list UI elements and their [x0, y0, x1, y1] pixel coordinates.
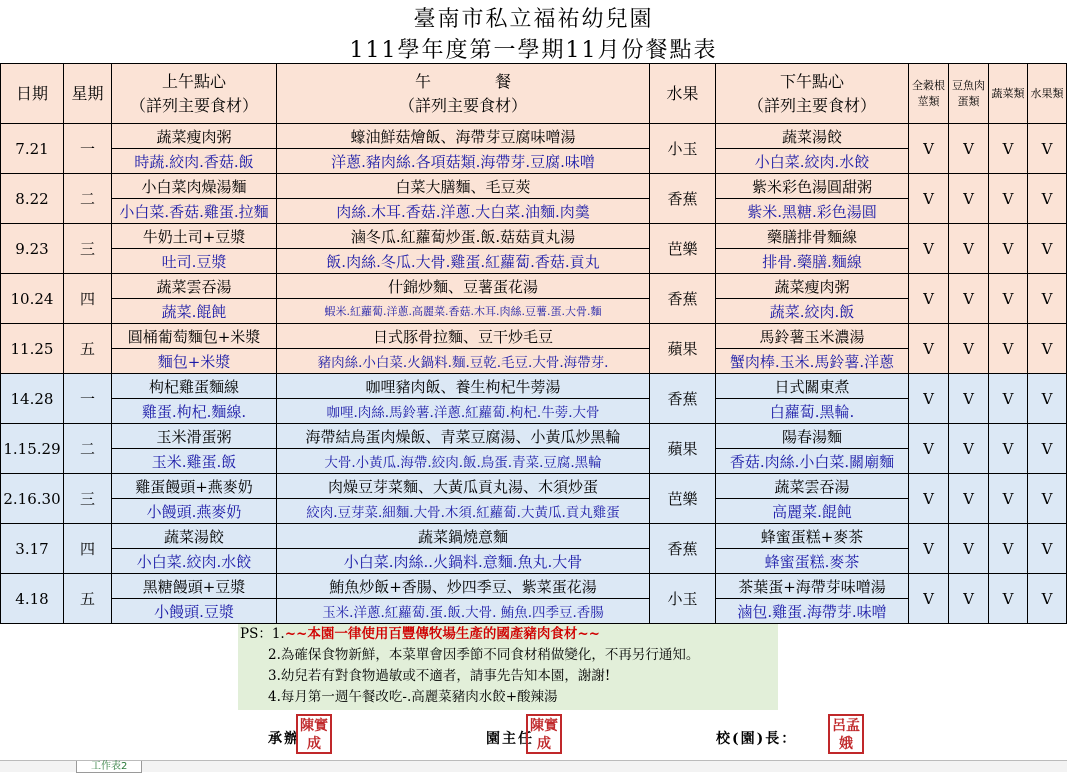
signature-director-label: 園主任: [486, 731, 534, 747]
am-snack-cell: 蔬菜瘦肉粥: [112, 124, 277, 149]
lunch-ingredients: 蝦米.紅蘿蔔.洋蔥.高麗菜.香菇.木耳.肉絲.豆薯.蛋.大骨.麵: [277, 299, 650, 324]
lunch-cell: 蔬菜鍋燒意麵: [277, 524, 650, 549]
notes-box: [238, 624, 778, 710]
pm-snack-cell: 蔬菜雲吞湯: [716, 474, 909, 499]
pm-snack-ingredients: 蔬菜.絞肉.飯: [716, 299, 909, 324]
fruit-cell: 蘋果: [650, 424, 716, 474]
pm-snack-ingredients: 白蘿蔔.黑輪.: [716, 399, 909, 424]
pm-snack-cell: 馬鈴薯玉米濃湯: [716, 324, 909, 349]
signature-handler-label: 承辦: [268, 731, 300, 747]
header-weekday: 星期: [64, 64, 112, 124]
am-snack-ingredients: 小白菜.香菇.雞蛋.拉麵: [112, 199, 277, 224]
am-snack-cell: 玉米滑蛋粥: [112, 424, 277, 449]
am-snack-cell: 黑糖饅頭+豆漿: [112, 574, 277, 599]
fruit-check: V: [1028, 274, 1067, 324]
grains-check: V: [909, 474, 949, 524]
veg-check: V: [989, 124, 1028, 174]
am-snack-cell: 小白菜肉燥湯麵: [112, 174, 277, 199]
date-cell: 7.21: [1, 124, 64, 174]
veg-check: V: [989, 224, 1028, 274]
header-am-snack: 上午點心 （詳列主要食材）: [112, 64, 277, 124]
am-snack-ingredients: 雞蛋.枸杞.麵線.: [112, 399, 277, 424]
lunch-cell: 肉燥豆芽菜麵、大黃瓜貢丸湯、木須炒蛋: [277, 474, 650, 499]
fruit-check: V: [1028, 424, 1067, 474]
menu-row-main: [1, 274, 1067, 299]
menu-row-main: [1, 324, 1067, 349]
header-pm-snack: 下午點心 （詳列主要食材）: [716, 64, 909, 124]
protein-check: V: [949, 374, 989, 424]
stamp-director: 陳實成: [526, 714, 562, 754]
fruit-cell: 香蕉: [650, 374, 716, 424]
menu-row-main: [1, 574, 1067, 599]
am-snack-cell: 枸杞雞蛋麵線: [112, 374, 277, 399]
lunch-cell: 什錦炒麵、豆薯蛋花湯: [277, 274, 650, 299]
pm-snack-ingredients: 滷包.雞蛋.海帶芽.味噌: [716, 599, 909, 624]
veg-check: V: [989, 574, 1028, 624]
lunch-ingredients: 肉絲.木耳.香菇.洋蔥.大白菜.油麵.肉羹: [277, 199, 650, 224]
veg-check: V: [989, 174, 1028, 224]
fruit-cell: 香蕉: [650, 524, 716, 574]
lunch-ingredients: 大骨.小黃瓜.海帶.絞肉.飯.鳥蛋.青菜.豆腐.黑輪: [277, 449, 650, 474]
pm-snack-ingredients: 香菇.肉絲.小白菜.關廟麵: [716, 449, 909, 474]
am-snack-ingredients: 小白菜.絞肉.水餃: [112, 549, 277, 574]
veg-check: V: [989, 274, 1028, 324]
pm-snack-cell: 茶葉蛋+海帶芽味噌湯: [716, 574, 909, 599]
pm-snack-cell: 蔬菜湯餃: [716, 124, 909, 149]
lunch-cell: 白菜大膳麵、毛豆莢: [277, 174, 650, 199]
menu-row-ingredients: [1, 549, 1067, 574]
protein-check: V: [949, 424, 989, 474]
date-cell: 2.16.30: [1, 474, 64, 524]
weekday-cell: 二: [64, 174, 112, 224]
weekday-cell: 三: [64, 474, 112, 524]
grains-check: V: [909, 124, 949, 174]
am-snack-cell: 蔬菜湯餃: [112, 524, 277, 549]
header-fruit-category: 水果類: [1028, 64, 1067, 124]
protein-check: V: [949, 274, 989, 324]
pm-snack-cell: 陽春湯麵: [716, 424, 909, 449]
note-allergy: 3.幼兒若有對食物過敏或不適者，請事先告知本園，謝謝!: [268, 668, 611, 684]
stamp-principal: 呂孟娥: [828, 714, 864, 754]
date-cell: 8.22: [1, 174, 64, 224]
grains-check: V: [909, 224, 949, 274]
am-snack-cell: 圓桶葡萄麵包+米漿: [112, 324, 277, 349]
lunch-ingredients: 玉米.洋蔥.紅蘿蔔.蛋.飯.大骨. 鮪魚.四季豆.香腸: [277, 599, 650, 624]
protein-check: V: [949, 474, 989, 524]
protein-check: V: [949, 124, 989, 174]
weekday-cell: 一: [64, 124, 112, 174]
pm-snack-cell: 紫米彩色湯圓甜粥: [716, 174, 909, 199]
lunch-ingredients: 豬肉絲.小白菜.火鍋料.麵.豆乾.毛豆.大骨.海帶芽.: [277, 349, 650, 374]
menu-row-main: [1, 374, 1067, 399]
fruit-check: V: [1028, 574, 1067, 624]
am-snack-cell: 蔬菜雲吞湯: [112, 274, 277, 299]
lunch-ingredients: 絞肉.豆芽菜.細麵.大骨.木須.紅蘿蔔.大黃瓜.貢丸雞蛋: [277, 499, 650, 524]
sheet-tab[interactable]: 工作表2: [76, 761, 142, 773]
am-snack-cell: 雞蛋饅頭+燕麥奶: [112, 474, 277, 499]
header-fruit: 水果: [650, 64, 716, 124]
veg-check: V: [989, 524, 1028, 574]
menu-row-main: [1, 174, 1067, 199]
menu-row-main: [1, 124, 1067, 149]
header-date: 日期: [1, 64, 64, 124]
weekday-cell: 四: [64, 274, 112, 324]
header-grains: 全穀根莖類: [909, 64, 949, 124]
fruit-cell: 蘋果: [650, 324, 716, 374]
date-cell: 10.24: [1, 274, 64, 324]
menu-title: 111學年度第一學期11月份餐點表: [349, 38, 718, 63]
am-snack-ingredients: 麵包+米漿: [112, 349, 277, 374]
grains-check: V: [909, 574, 949, 624]
menu-table: [0, 63, 1067, 624]
protein-check: V: [949, 174, 989, 224]
protein-check: V: [949, 524, 989, 574]
menu-row-ingredients: [1, 499, 1067, 524]
fruit-check: V: [1028, 324, 1067, 374]
weekday-cell: 五: [64, 324, 112, 374]
grains-check: V: [909, 424, 949, 474]
protein-check: V: [949, 574, 989, 624]
menu-row-main: [1, 474, 1067, 499]
weekday-cell: 四: [64, 524, 112, 574]
date-cell: 4.18: [1, 574, 64, 624]
menu-row-ingredients: [1, 399, 1067, 424]
grains-check: V: [909, 324, 949, 374]
menu-row-ingredients: [1, 349, 1067, 374]
grains-check: V: [909, 174, 949, 224]
weekday-cell: 二: [64, 424, 112, 474]
fruit-cell: 香蕉: [650, 274, 716, 324]
fruit-check: V: [1028, 224, 1067, 274]
lunch-ingredients: 小白菜.肉絲..火鍋料.意麵.魚丸.大骨: [277, 549, 650, 574]
fruit-check: V: [1028, 174, 1067, 224]
menu-row-ingredients: [1, 249, 1067, 274]
pm-snack-cell: 藥膳排骨麵線: [716, 224, 909, 249]
protein-check: V: [949, 224, 989, 274]
fruit-check: V: [1028, 524, 1067, 574]
lunch-cell: 日式豚骨拉麵、豆干炒毛豆: [277, 324, 650, 349]
fruit-cell: 小玉: [650, 124, 716, 174]
menu-row-main: [1, 524, 1067, 549]
notes-prefix: PS：1.: [240, 626, 285, 642]
am-snack-ingredients: 時蔬.絞肉.香菇.飯: [112, 149, 277, 174]
protein-check: V: [949, 324, 989, 374]
menu-row-ingredients: [1, 599, 1067, 624]
signature-principal-label: 校(園)長：: [716, 731, 798, 747]
note-pork: ~~本園一律使用百豐傳牧場生產的國產豬肉食材~~: [284, 626, 600, 642]
note-first-week: 4.每月第一週午餐改吃-.高麗菜豬肉水餃+酸辣湯: [268, 689, 558, 705]
grains-check: V: [909, 524, 949, 574]
menu-row-main: [1, 424, 1067, 449]
pm-snack-ingredients: 小白菜.絞肉.水餃: [716, 149, 909, 174]
menu-row-ingredients: [1, 299, 1067, 324]
am-snack-cell: 牛奶土司+豆漿: [112, 224, 277, 249]
fruit-cell: 芭樂: [650, 474, 716, 524]
lunch-cell: 滷冬瓜.紅蘿蔔炒蛋.飯.菇菇貢丸湯: [277, 224, 650, 249]
lunch-cell: 鮪魚炒飯+香腸、炒四季豆、紫菜蛋花湯: [277, 574, 650, 599]
menu-row-ingredients: [1, 449, 1067, 474]
fruit-cell: 香蕉: [650, 174, 716, 224]
date-cell: 1.15.29: [1, 424, 64, 474]
lunch-cell: 海帶結鳥蛋肉燥飯、青菜豆腐湯、小黃瓜炒黑輪: [277, 424, 650, 449]
lunch-ingredients: 洋蔥.豬肉絲.各項菇類.海帶芽.豆腐.味噌: [277, 149, 650, 174]
pm-snack-cell: 蜂蜜蛋糕+麥茶: [716, 524, 909, 549]
pm-snack-cell: 蔬菜瘦肉粥: [716, 274, 909, 299]
am-snack-ingredients: 玉米.雞蛋.飯: [112, 449, 277, 474]
menu-row-ingredients: [1, 199, 1067, 224]
lunch-cell: 咖哩豬肉飯、養生枸杞牛蒡湯: [277, 374, 650, 399]
fruit-cell: 小玉: [650, 574, 716, 624]
stamp-handler: 陳實成: [296, 714, 332, 754]
sheet-tab-bar: [0, 760, 1067, 772]
pm-snack-ingredients: 高麗菜.餛飩: [716, 499, 909, 524]
menu-row-ingredients: [1, 149, 1067, 174]
pm-snack-ingredients: 排骨.藥膳.麵線: [716, 249, 909, 274]
weekday-cell: 三: [64, 224, 112, 274]
fruit-check: V: [1028, 124, 1067, 174]
menu-row-main: [1, 224, 1067, 249]
grains-check: V: [909, 374, 949, 424]
note-seasonal: 2.為確保食物新鮮，本菜單會因季節不同食材稍做變化，不再另行通知。: [268, 647, 700, 663]
veg-check: V: [989, 324, 1028, 374]
am-snack-ingredients: 小饅頭.燕麥奶: [112, 499, 277, 524]
am-snack-ingredients: 小饅頭.豆漿: [112, 599, 277, 624]
veg-check: V: [989, 374, 1028, 424]
pm-snack-ingredients: 蜂蜜蛋糕.麥茶: [716, 549, 909, 574]
weekday-cell: 一: [64, 374, 112, 424]
lunch-ingredients: 咖哩.肉絲.馬鈴薯.洋蔥.紅蘿蔔.枸杞.牛蒡.大骨: [277, 399, 650, 424]
date-cell: 3.17: [1, 524, 64, 574]
grains-check: V: [909, 274, 949, 324]
school-name: 臺南市私立福祐幼兒園: [413, 7, 654, 32]
veg-check: V: [989, 474, 1028, 524]
header-protein: 豆魚肉蛋類: [949, 64, 989, 124]
lunch-cell: 蠔油鮮菇燴飯、海帶芽豆腐味噌湯: [277, 124, 650, 149]
fruit-check: V: [1028, 374, 1067, 424]
date-cell: 9.23: [1, 224, 64, 274]
pm-snack-cell: 日式關東煮: [716, 374, 909, 399]
date-cell: 11.25: [1, 324, 64, 374]
fruit-check: V: [1028, 474, 1067, 524]
fruit-cell: 芭樂: [650, 224, 716, 274]
lunch-ingredients: 飯.肉絲.冬瓜.大骨.雞蛋.紅蘿蔔.香菇.貢丸: [277, 249, 650, 274]
date-cell: 14.28: [1, 374, 64, 424]
header-lunch: 午 餐 （詳列主要食材）: [277, 64, 650, 124]
am-snack-ingredients: 蔬菜.餛飩: [112, 299, 277, 324]
pm-snack-ingredients: 紫米.黑糖.彩色湯圓: [716, 199, 909, 224]
veg-check: V: [989, 424, 1028, 474]
weekday-cell: 五: [64, 574, 112, 624]
header-veg: 蔬菜類: [989, 64, 1028, 124]
pm-snack-ingredients: 蟹肉棒.玉米.馬鈴薯.洋蔥: [716, 349, 909, 374]
am-snack-ingredients: 吐司.豆漿: [112, 249, 277, 274]
